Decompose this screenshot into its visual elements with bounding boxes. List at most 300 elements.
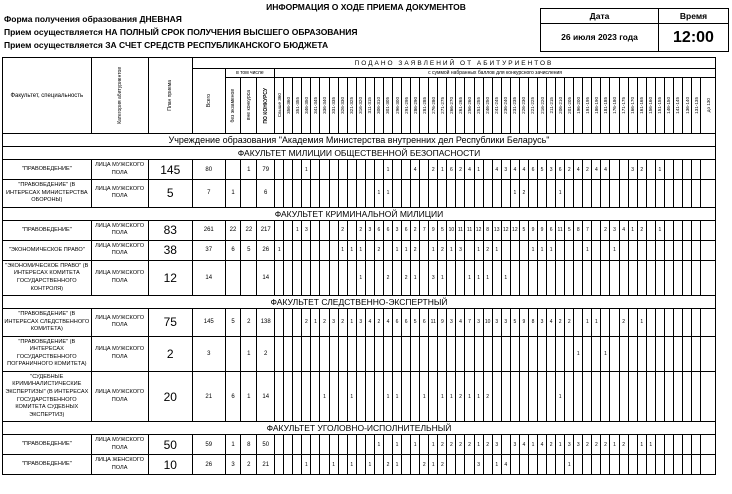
score-count-cell [592, 240, 601, 260]
score-count-cell: 1 [556, 371, 565, 421]
score-count-cell [692, 160, 701, 180]
score-count-cell: 1 [547, 240, 556, 260]
score-col-header: 136-140 [682, 78, 691, 134]
score-count-cell: 11 [556, 220, 565, 240]
score-col-header: 211-215 [547, 78, 556, 134]
time-label: Время [659, 9, 729, 24]
score-count-cell [701, 309, 716, 337]
score-count-cell: 6 [392, 309, 401, 337]
score-count-cell: 1 [438, 371, 447, 421]
admissions-table [2, 57, 716, 475]
score-count-cell: 3 [547, 160, 556, 180]
score-count-cell [438, 336, 447, 371]
score-count-cell: 2 [447, 435, 456, 455]
score-count-cell: 6 [547, 220, 556, 240]
score-count-cell [347, 220, 356, 240]
score-count-cell: 4 [619, 220, 628, 240]
score-count-cell: 7 [465, 309, 474, 337]
plan-cell: 145 [148, 160, 192, 180]
score-count-cell: 11 [429, 309, 438, 337]
score-count-cell [574, 260, 583, 295]
score-count-cell [293, 180, 302, 208]
score-col-header: 186-190 [592, 78, 601, 134]
score-count-cell [456, 455, 465, 475]
score-count-cell [592, 336, 601, 371]
score-count-cell: 1 [637, 435, 646, 455]
score-col-header: 226-230 [519, 78, 528, 134]
score-col-header: 191-195 [583, 78, 592, 134]
score-count-cell [365, 435, 374, 455]
score-count-cell: 1 [465, 260, 474, 295]
no-exams-cell: 1 [225, 435, 241, 455]
score-count-cell [664, 180, 673, 208]
score-count-cell [528, 455, 537, 475]
plan-cell: 83 [148, 220, 192, 240]
score-count-cell [601, 180, 610, 208]
score-count-cell [392, 180, 401, 208]
score-count-cell: 9 [528, 220, 537, 240]
score-count-cell: 4 [411, 160, 420, 180]
no-exams-cell: 6 [225, 371, 241, 421]
score-count-cell [483, 180, 492, 208]
by-competition-cell: 14 [257, 371, 275, 421]
score-count-cell [275, 160, 284, 180]
score-col-header: Свыше 360 [275, 78, 284, 134]
score-count-cell [302, 371, 311, 421]
score-count-cell [275, 336, 284, 371]
score-col-header: 161-165 [637, 78, 646, 134]
score-count-cell: 2 [320, 309, 329, 337]
score-count-cell: 2 [556, 309, 565, 337]
col-header-category: Категория абитуриентов [91, 58, 148, 134]
specialty-data-row [3, 220, 716, 240]
plan-cell: 75 [148, 309, 192, 337]
score-col-header: 321-325 [347, 78, 356, 134]
score-count-cell [311, 455, 320, 475]
score-count-cell [501, 371, 510, 421]
specialty-data-row [3, 240, 716, 260]
score-col-header: 286-290 [411, 78, 420, 134]
score-count-cell [583, 260, 592, 295]
category-cell: ЛИЦА МУЖСКОГО ПОЛА [91, 240, 148, 260]
specialty-cell: "ЭКОНОМИЧЕСКОЕ ПРАВО" (В ИНТЕРЕСАХ КОМИТЕТА ГОСУДАРСТВЕННОГО КОНТРОЛЯ) [3, 260, 92, 295]
score-col-header: 251-255 [474, 78, 483, 134]
score-count-cell: 1 [637, 309, 646, 337]
score-count-cell: 12 [501, 220, 510, 240]
score-count-cell [528, 260, 537, 295]
score-col-header: 356-360 [284, 78, 293, 134]
score-count-cell [411, 455, 420, 475]
score-count-cell [501, 435, 510, 455]
score-count-cell [474, 180, 483, 208]
category-cell: ЛИЦА МУЖСКОГО ПОЛА [91, 260, 148, 295]
score-count-cell: 3 [474, 309, 483, 337]
score-count-cell: 1 [275, 240, 284, 260]
score-col-header: 156-160 [646, 78, 655, 134]
score-col-header: 131-135 [692, 78, 701, 134]
score-count-cell [565, 240, 574, 260]
score-count-cell: 6 [447, 160, 456, 180]
plan-cell: 20 [148, 371, 192, 421]
score-count-cell [383, 336, 392, 371]
score-count-cell: 1 [411, 435, 420, 455]
score-count-cell [547, 336, 556, 371]
score-count-cell: 10 [447, 220, 456, 240]
score-count-cell [574, 180, 583, 208]
score-count-cell: 1 [383, 160, 392, 180]
score-count-cell [655, 260, 664, 295]
score-count-cell [692, 180, 701, 208]
score-count-cell: 4 [510, 160, 519, 180]
score-count-cell [628, 260, 637, 295]
score-col-header: до 130 [701, 78, 716, 134]
category-cell: ЛИЦА МУЖСКОГО ПОЛА [91, 309, 148, 337]
score-count-cell [664, 220, 673, 240]
score-count-cell: 2 [565, 309, 574, 337]
score-count-cell: 7 [420, 220, 429, 240]
score-count-cell [284, 240, 293, 260]
score-count-cell [275, 435, 284, 455]
by-competition-cell: 138 [257, 309, 275, 337]
time-value: 12:00 [659, 24, 729, 52]
category-cell: ЛИЦА МУЖСКОГО ПОЛА [91, 435, 148, 455]
score-count-cell: 1 [483, 260, 492, 295]
score-col-header: 311-315 [365, 78, 374, 134]
score-count-cell: 3 [456, 240, 465, 260]
score-count-cell [637, 455, 646, 475]
score-count-cell: 1 [438, 260, 447, 295]
category-cell: ЛИЦА ЖЕНСКОГО ПОЛА [91, 455, 148, 475]
specialty-data-row [3, 180, 716, 208]
score-count-cell [646, 371, 655, 421]
score-count-cell [329, 435, 338, 455]
score-count-cell: 1 [610, 435, 619, 455]
score-count-cell: 1 [474, 160, 483, 180]
score-count-cell: 5 [519, 220, 528, 240]
score-count-cell: 1 [574, 336, 583, 371]
score-count-cell [338, 336, 347, 371]
score-count-cell [547, 455, 556, 475]
score-count-cell [637, 260, 646, 295]
score-count-cell: 2 [465, 435, 474, 455]
score-count-cell: 2 [429, 160, 438, 180]
score-count-cell [565, 371, 574, 421]
score-count-cell: 1 [474, 240, 483, 260]
score-col-header: 216-220 [537, 78, 546, 134]
score-count-cell: 4 [492, 160, 501, 180]
score-count-cell [356, 371, 365, 421]
score-count-cell: 2 [483, 435, 492, 455]
info-line-budget: Прием осуществляется ЗА СЧЕТ СРЕДСТВ РЕСПУБЛИКАНСКОГО БЮДЖЕТА [4, 40, 329, 51]
no-exams-cell [225, 336, 241, 371]
score-count-cell [610, 371, 619, 421]
score-count-cell [673, 309, 682, 337]
score-count-cell: 4 [519, 160, 528, 180]
score-count-cell [510, 240, 519, 260]
score-count-cell [646, 220, 655, 240]
category-cell: ЛИЦА МУЖСКОГО ПОЛА [91, 336, 148, 371]
score-count-cell: 2 [402, 260, 411, 295]
score-count-cell [547, 260, 556, 295]
date-label: Дата [541, 9, 659, 24]
no-exams-cell: 22 [225, 220, 241, 240]
score-count-cell [510, 371, 519, 421]
faculty-section-row: ФАКУЛЬТЕТ КРИМИНАЛЬНОЙ МИЛИЦИИ [3, 207, 716, 220]
by-competition-cell: 217 [257, 220, 275, 240]
score-count-cell: 3 [501, 160, 510, 180]
score-count-cell [592, 180, 601, 208]
score-col-header: 176-180 [610, 78, 619, 134]
score-count-cell: 1 [365, 455, 374, 475]
score-count-cell: 1 [610, 240, 619, 260]
score-count-cell: 7 [583, 220, 592, 240]
admissions-table-wrap [2, 57, 716, 475]
total-applications-cell: 14 [192, 260, 225, 295]
by-competition-cell: 21 [257, 455, 275, 475]
score-count-cell: 2 [637, 220, 646, 240]
score-col-header: 306-310 [374, 78, 383, 134]
score-count-cell [637, 336, 646, 371]
score-count-cell: 13 [492, 220, 501, 240]
score-col-header: 316-320 [356, 78, 365, 134]
score-count-cell [374, 260, 383, 295]
by-competition-cell: 14 [257, 260, 275, 295]
score-count-cell [701, 180, 716, 208]
score-col-header: 276-280 [429, 78, 438, 134]
score-count-cell [329, 160, 338, 180]
score-count-cell [610, 180, 619, 208]
score-count-cell [420, 260, 429, 295]
score-count-cell [619, 180, 628, 208]
score-count-cell [402, 455, 411, 475]
score-count-cell [646, 240, 655, 260]
score-count-cell [547, 371, 556, 421]
score-count-cell [275, 455, 284, 475]
score-count-cell [492, 260, 501, 295]
score-count-cell [619, 371, 628, 421]
col-header-plan: План приема [148, 58, 192, 134]
total-applications-cell: 37 [192, 240, 225, 260]
col-header-scores-note: с суммой набранных баллов для конкурсного зачисления [275, 69, 716, 78]
score-count-cell [664, 240, 673, 260]
score-count-cell: 1 [583, 240, 592, 260]
score-count-cell [673, 336, 682, 371]
score-count-cell: 2 [456, 371, 465, 421]
score-count-cell: 1 [392, 240, 401, 260]
score-count-cell: 2 [583, 435, 592, 455]
score-count-cell: 1 [601, 336, 610, 371]
score-count-cell: 2 [483, 371, 492, 421]
score-count-cell [610, 455, 619, 475]
score-count-cell: 1 [302, 455, 311, 475]
score-count-cell [682, 435, 691, 455]
score-count-cell [646, 309, 655, 337]
score-count-cell [483, 455, 492, 475]
score-count-cell: 1 [356, 260, 365, 295]
score-col-header: 241-245 [492, 78, 501, 134]
score-count-cell: 3 [329, 309, 338, 337]
score-count-cell [465, 455, 474, 475]
score-count-cell: 1 [392, 371, 401, 421]
score-count-cell: 3 [356, 309, 365, 337]
score-count-cell: 2 [356, 220, 365, 240]
report-info-lines [4, 13, 358, 53]
score-count-cell [320, 180, 329, 208]
score-count-cell: 1 [556, 435, 565, 455]
score-col-header: 206-210 [556, 78, 565, 134]
score-count-cell: 1 [383, 371, 392, 421]
plan-cell: 12 [148, 260, 192, 295]
score-count-cell [338, 435, 347, 455]
score-count-cell: 1 [338, 240, 347, 260]
score-count-cell [692, 240, 701, 260]
score-count-cell [456, 180, 465, 208]
score-count-cell: 5 [411, 309, 420, 337]
score-count-cell [483, 336, 492, 371]
score-count-cell: 1 [492, 455, 501, 475]
score-count-cell: 8 [483, 220, 492, 240]
score-count-cell [365, 336, 374, 371]
score-count-cell [293, 336, 302, 371]
score-count-cell [311, 371, 320, 421]
score-count-cell [701, 455, 716, 475]
score-count-cell [664, 336, 673, 371]
score-count-cell [655, 180, 664, 208]
score-count-cell: 1 [528, 435, 537, 455]
score-count-cell: 1 [320, 371, 329, 421]
score-count-cell [356, 455, 365, 475]
score-count-cell [420, 435, 429, 455]
score-count-cell [619, 240, 628, 260]
score-count-cell [284, 220, 293, 240]
score-count-cell [284, 160, 293, 180]
total-applications-cell: 145 [192, 309, 225, 337]
score-count-cell: 6 [528, 160, 537, 180]
score-count-cell [474, 336, 483, 371]
score-count-cell: 1 [492, 240, 501, 260]
score-count-cell [692, 455, 701, 475]
score-count-cell: 1 [465, 371, 474, 421]
total-applications-cell: 3 [192, 336, 225, 371]
score-count-cell: 1 [383, 180, 392, 208]
score-count-cell [284, 455, 293, 475]
score-count-cell: 4 [601, 160, 610, 180]
by-competition-cell: 26 [257, 240, 275, 260]
score-count-cell [637, 240, 646, 260]
score-count-cell: 4 [456, 309, 465, 337]
score-count-cell [365, 240, 374, 260]
score-count-cell: 2 [383, 260, 392, 295]
col-header-applications: ПОДАНО ЗАЯВЛЕНИЙ ОТ АБИТУРИЕНТОВ [192, 58, 715, 69]
score-col-header: 266-270 [447, 78, 456, 134]
score-count-cell [528, 180, 537, 208]
score-count-cell [293, 371, 302, 421]
specialty-data-row [3, 309, 716, 337]
score-count-cell: 1 [528, 240, 537, 260]
score-col-header: 196-200 [574, 78, 583, 134]
score-count-cell [692, 435, 701, 455]
score-count-cell [701, 240, 716, 260]
out-of-competition-cell [241, 260, 257, 295]
score-count-cell [664, 309, 673, 337]
score-count-cell [429, 336, 438, 371]
score-count-cell [483, 160, 492, 180]
score-count-cell: 8 [528, 309, 537, 337]
score-count-cell: 1 [655, 220, 664, 240]
plan-cell: 2 [148, 336, 192, 371]
score-count-cell [701, 371, 716, 421]
total-applications-cell: 7 [192, 180, 225, 208]
score-count-cell [275, 220, 284, 240]
out-of-competition-cell: 5 [241, 240, 257, 260]
out-of-competition-cell: 2 [241, 455, 257, 475]
score-count-cell: 2 [338, 220, 347, 240]
score-count-cell [392, 336, 401, 371]
score-count-cell: 3 [429, 260, 438, 295]
plan-cell: 10 [148, 455, 192, 475]
score-count-cell [682, 455, 691, 475]
score-count-cell: 1 [392, 435, 401, 455]
score-count-cell: 1 [392, 455, 401, 475]
score-count-cell: 6 [374, 220, 383, 240]
score-col-header: 231-235 [510, 78, 519, 134]
score-count-cell: 4 [383, 309, 392, 337]
out-of-competition-cell [241, 180, 257, 208]
score-count-cell [592, 260, 601, 295]
score-count-cell: 2 [456, 160, 465, 180]
by-competition-cell: 79 [257, 160, 275, 180]
score-count-cell [275, 309, 284, 337]
score-count-cell [574, 240, 583, 260]
score-count-cell: 2 [637, 160, 646, 180]
score-count-cell [610, 260, 619, 295]
by-competition-cell: 2 [257, 336, 275, 371]
score-count-cell [682, 240, 691, 260]
score-count-cell [601, 309, 610, 337]
score-count-cell [574, 309, 583, 337]
score-col-header: 271-275 [438, 78, 447, 134]
score-count-cell [456, 260, 465, 295]
score-count-cell: 3 [610, 220, 619, 240]
score-count-cell: 1 [438, 160, 447, 180]
score-count-cell [519, 260, 528, 295]
score-count-cell: 3 [492, 435, 501, 455]
score-count-cell [664, 371, 673, 421]
score-count-cell [601, 260, 610, 295]
score-count-cell [701, 260, 716, 295]
score-count-cell: 1 [565, 455, 574, 475]
score-count-cell [673, 180, 682, 208]
score-count-cell: 2 [374, 309, 383, 337]
score-count-cell: 2 [420, 455, 429, 475]
score-count-cell: 2 [619, 435, 628, 455]
score-count-cell: 1 [429, 240, 438, 260]
score-count-cell: 1 [510, 180, 519, 208]
out-of-competition-cell: 1 [241, 336, 257, 371]
score-count-cell [338, 160, 347, 180]
score-count-cell: 10 [483, 309, 492, 337]
score-count-cell: 4 [519, 435, 528, 455]
score-count-cell: 4 [365, 309, 374, 337]
score-col-header: 166-170 [628, 78, 637, 134]
score-count-cell [646, 160, 655, 180]
info-line-education-form: Форма получения образования ДНЕВНАЯ [4, 14, 182, 24]
score-count-cell: 2 [383, 455, 392, 475]
score-count-cell [501, 240, 510, 260]
score-count-cell [528, 336, 537, 371]
faculty-section-row: ФАКУЛЬТЕТ МИЛИЦИИ ОБЩЕСТВЕННОЙ БЕЗОПАСНОСТИ [3, 147, 716, 160]
score-count-cell: 5 [510, 309, 519, 337]
